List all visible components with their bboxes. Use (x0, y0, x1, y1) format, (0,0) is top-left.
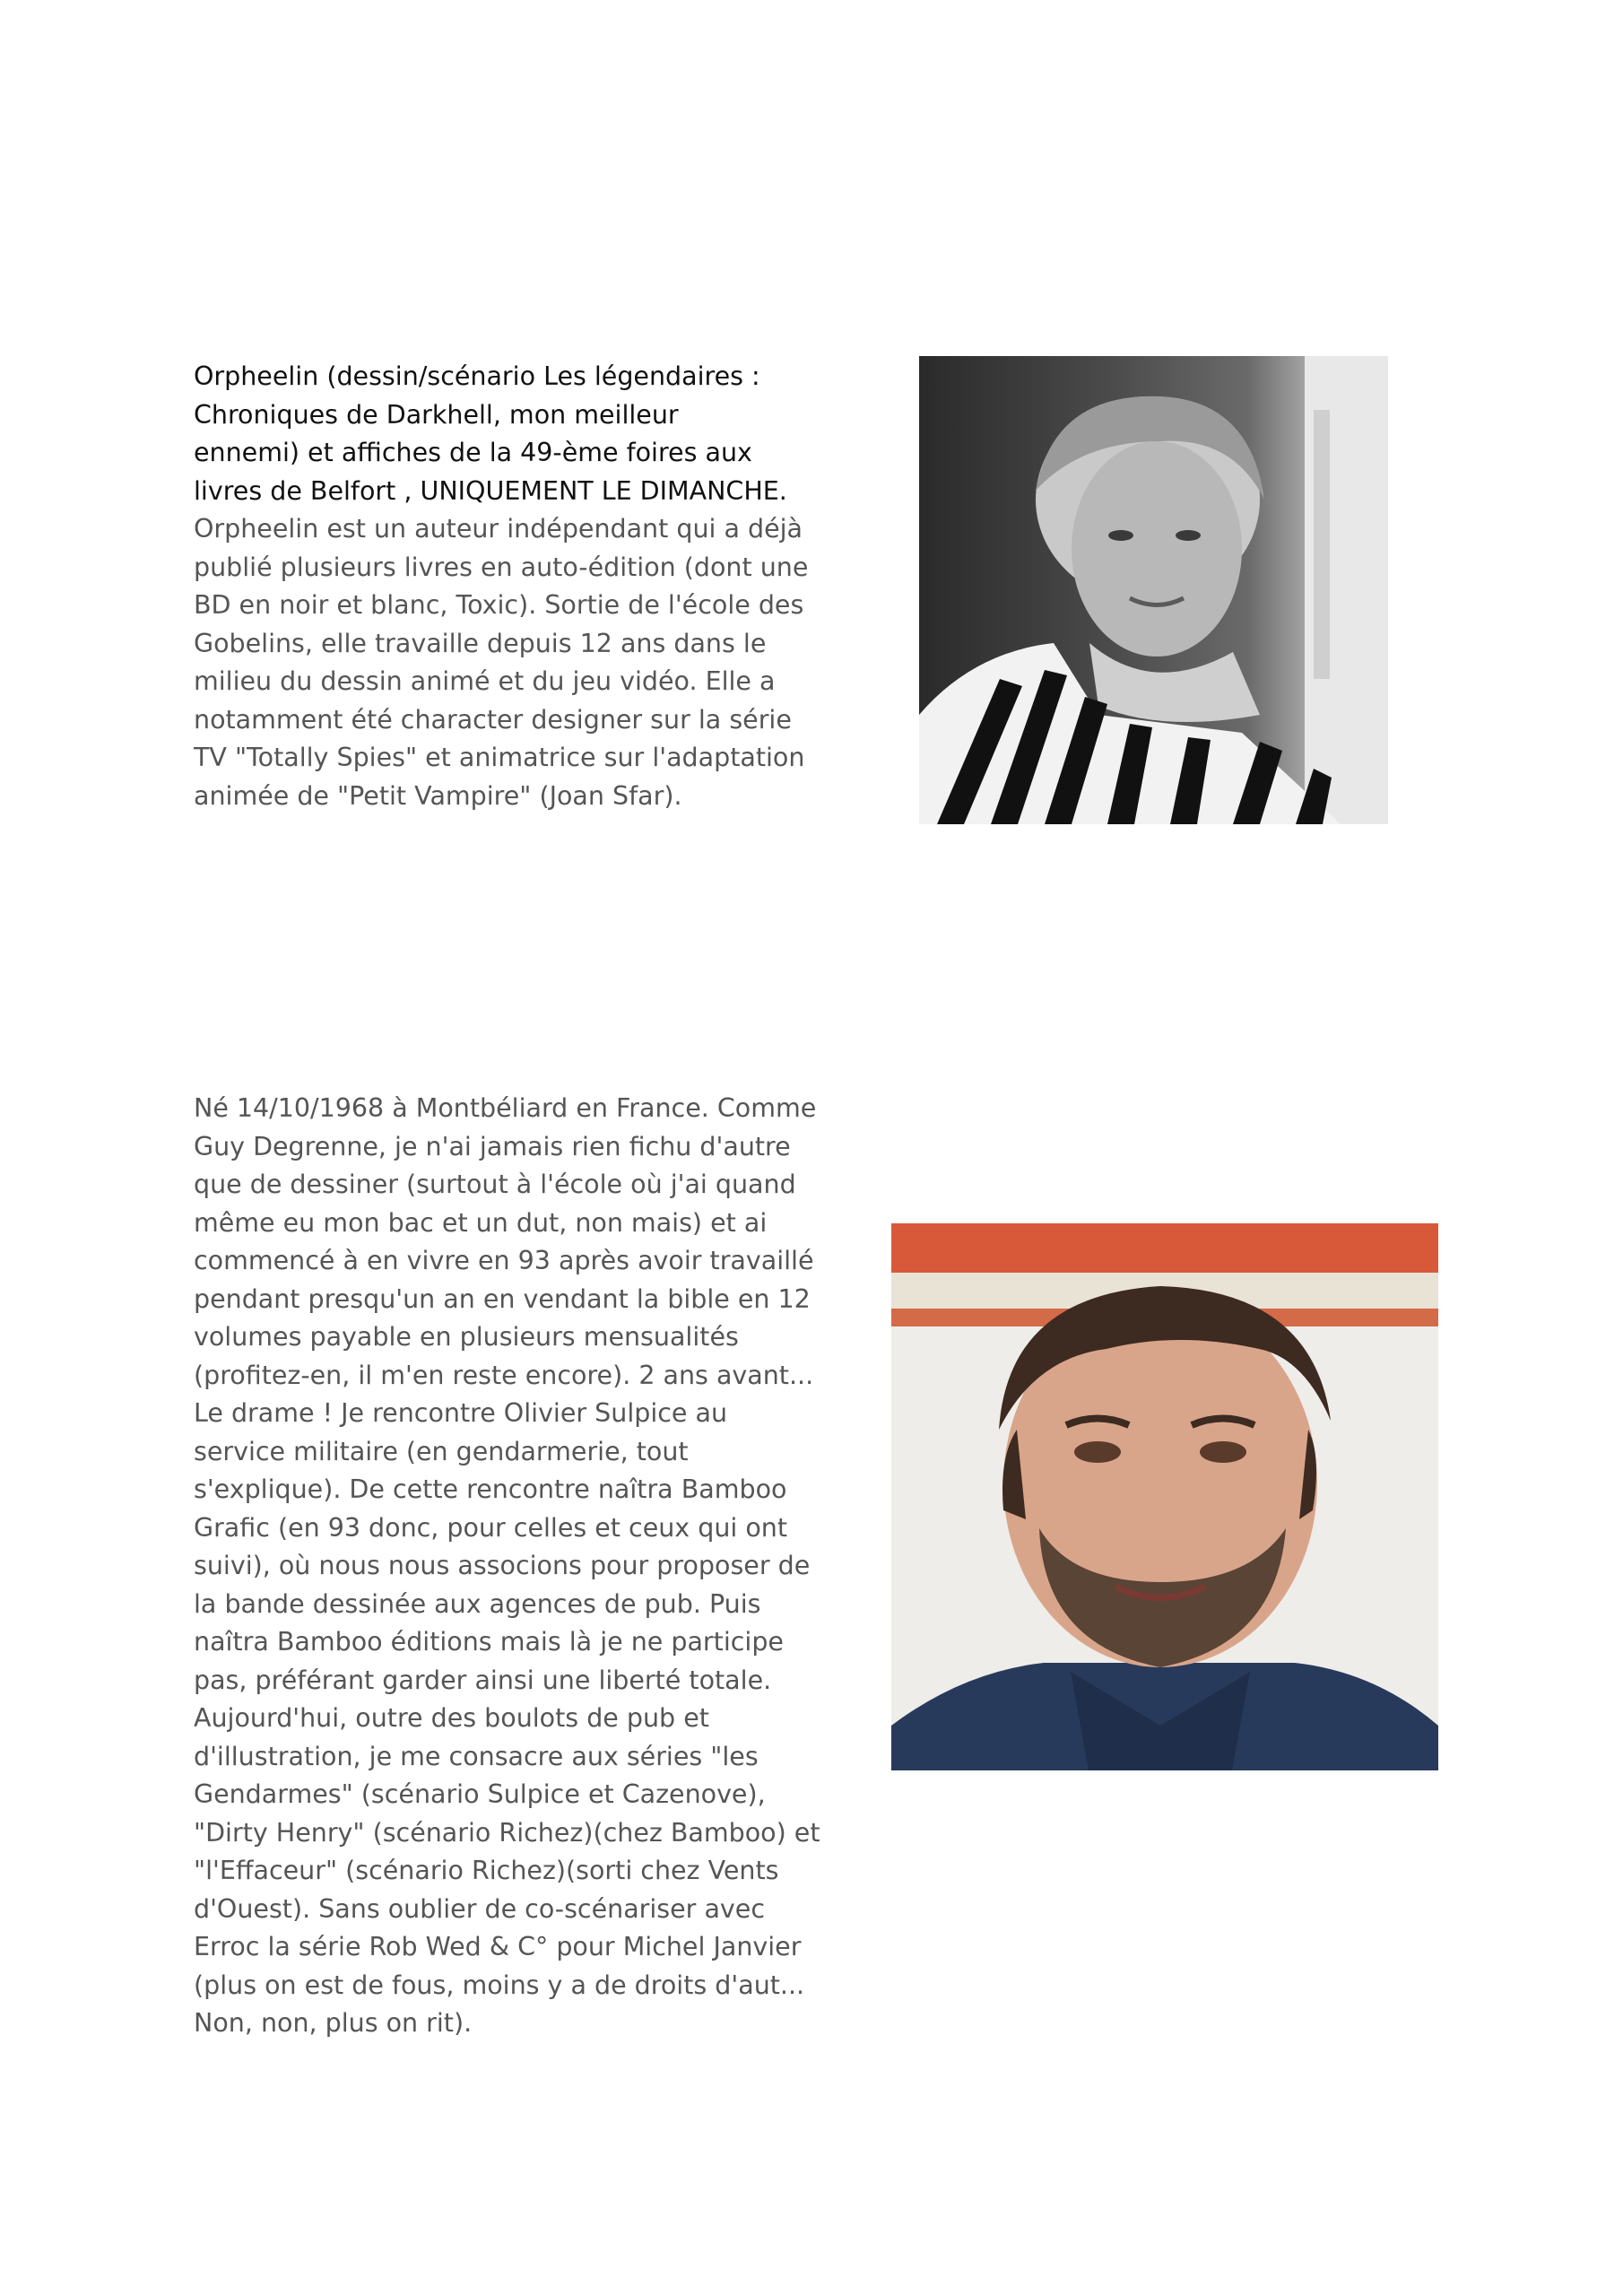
bio-line: la bande dessinée aux agences de pub. Puis (194, 1588, 761, 1619)
bio-line: s'explique). De cette rencontre naîtra Bamboo (194, 1474, 787, 1504)
bio-line: pendant presqu'un an en vendant la bible en 12 (194, 1283, 811, 1314)
bio-line: Non, non, plus on rit). (194, 2008, 473, 2038)
author-bio-illustrator (194, 1090, 820, 2043)
bio-line: notamment été character designer sur la série (194, 704, 792, 735)
bio-line: Guy Degrenne, je n'ai jamais rien fichu d'autre (194, 1131, 791, 1161)
bio-lead-line: Chroniques de Darkhell, mon meilleur (194, 399, 679, 430)
bio-line: pas, préférant garder ainsi une liberté totale. (194, 1665, 772, 1695)
bio-line: TV "Totally Spies" et animatrice sur l'adaptation (194, 743, 805, 772)
bio-lead-line: livres de Belfort , UNIQUEMENT LE DIMANCHE. (194, 475, 787, 506)
bio-line: "l'Effaceur" (scénario Richez)(sorti chez Vents (194, 1856, 779, 1885)
author-photo-illustrator (891, 1223, 1438, 1770)
bio-line: BD en noir et blanc, Toxic). Sortie de l'école des (194, 590, 804, 620)
bio-line: d'illustration, je me consacre aux séries "les (194, 1741, 759, 1771)
author-bio-orpheelin (194, 358, 809, 815)
bio-line: animée de "Petit Vampire" (Joan Sfar). (194, 780, 682, 811)
bio-line: (profitez-en, il m'en reste encore). 2 ans avant... (194, 1360, 814, 1390)
bio-line: commencé à en vivre en 93 après avoir travaillé (194, 1246, 814, 1275)
bio-lead-line: Orpheelin (dessin/scénario Les légendaires : (194, 361, 760, 391)
bio-line: Grafic (en 93 donc, pour celles et ceux qui ont (194, 1512, 788, 1543)
bio-line: volumes payable en plusieurs mensualités (194, 1322, 739, 1352)
bio-line: Gendarmes" (scénario Sulpice et Cazenove), (194, 1779, 766, 1809)
bio-line: Aujourd'hui, outre des boulots de pub et (194, 1703, 709, 1733)
author-photo-orpheelin (919, 356, 1388, 824)
bio-line: que de dessiner (surtout à l'école où j'ai quand (194, 1170, 796, 1199)
bio-lead-line: ennemi) et affiches de la 49-ème foires aux (194, 438, 752, 467)
portrait-illustration (919, 356, 1388, 824)
bio-line: Orpheelin est un auteur indépendant qui a déjà (194, 514, 803, 544)
portrait-illustration (891, 1223, 1438, 1770)
bio-line: service militaire (en gendarmerie, tout (194, 1436, 689, 1466)
bio-line: milieu du dessin animé et du jeu vidéo. Elle a (194, 666, 776, 696)
bio-line: suivi), où nous nous associons pour proposer de (194, 1551, 811, 1580)
bio-line: publié plusieurs livres en auto-édition (dont une (194, 552, 809, 582)
bio-line: d'Ouest). Sans oublier de co-scénariser avec (194, 1893, 765, 1924)
bio-line: "Dirty Henry" (scénario Richez)(chez Bamboo) et (194, 1817, 820, 1848)
bio-line: même eu mon bac et un dut, non mais) et ai (194, 1207, 768, 1238)
bio-line: Gobelins, elle travaille depuis 12 ans dans le (194, 628, 767, 658)
bio-line: Né 14/10/1968 à Montbéliard en France. Comme (194, 1093, 817, 1123)
bio-line: (plus on est de fous, moins y a de droits d'aut... (194, 1970, 805, 2000)
bio-line: Le drame ! Je rencontre Olivier Sulpice au (194, 1398, 728, 1428)
bio-line: naîtra Bamboo éditions mais là je ne participe (194, 1627, 784, 1657)
bio-line: Erroc la série Rob Wed & C° pour Michel Janvier (194, 1932, 802, 1961)
